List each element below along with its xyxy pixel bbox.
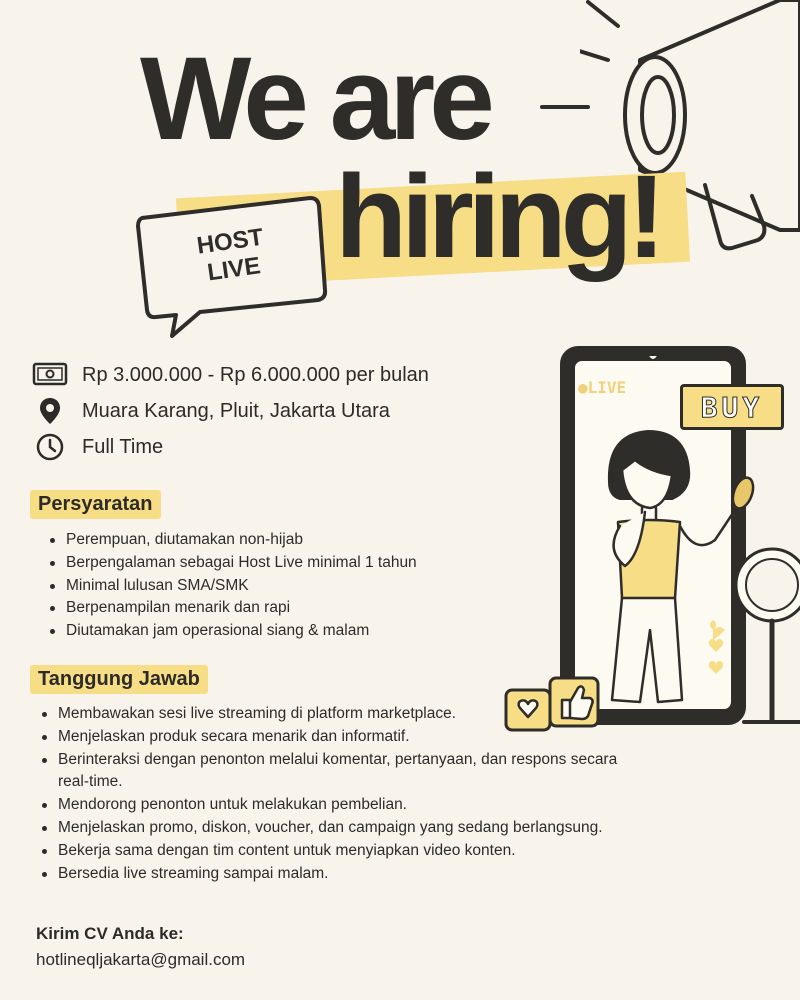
list-item: Mendorong penonton untuk melakukan pembelian.	[36, 794, 626, 817]
list-item: Bekerja sama dengan tim content untuk menyiapkan video konten.	[36, 840, 626, 863]
list-item: Berinteraksi dengan penonton melalui komentar, pertanyaan, dan respons secara real-time.	[36, 749, 626, 795]
headline-hiring: hiring!	[335, 151, 661, 283]
clock-icon	[32, 432, 68, 462]
location-pin-icon	[32, 396, 68, 426]
list-item: Bersedia live streaming sampai malam.	[36, 863, 626, 886]
requirements-list	[44, 529, 484, 643]
bubble-line-2: LIVE	[205, 251, 263, 287]
list-item: Diutamakan jam operasional siang & malam	[44, 620, 484, 643]
list-item: Menjelaskan produk secara menarik dan informatif.	[36, 726, 626, 749]
list-item: Menjelaskan promo, diskon, voucher, dan campaign yang sedang berlangsung.	[36, 817, 626, 840]
location-row	[32, 396, 390, 426]
cv-label: Kirim CV Anda ke:	[36, 924, 184, 943]
headline-dash	[540, 105, 590, 109]
responsibilities-heading: Tanggung Jawab	[30, 665, 208, 694]
buy-button[interactable]: BUY	[680, 384, 784, 430]
list-item: Minimal lulusan SMA/SMK	[44, 575, 484, 598]
list-item: Membawakan sesi live streaming di platform marketplace.	[36, 703, 626, 726]
job-type-text: Full Time	[82, 435, 164, 458]
list-item: Perempuan, diutamakan non-hijab	[44, 529, 484, 552]
list-item: Berpenampilan menarik dan rapi	[44, 597, 484, 620]
list-item: Berpengalaman sebagai Host Live minimal 1 tahun	[44, 552, 484, 575]
bubble-line-1: HOST	[195, 223, 265, 260]
live-tag: ●LIVE	[578, 378, 627, 397]
requirements-heading: Persyaratan	[30, 490, 161, 519]
job-type-row	[32, 432, 163, 462]
salary-row	[32, 360, 429, 390]
money-icon	[32, 360, 68, 390]
location-text: Muara Karang, Pluit, Jakarta Utara	[82, 399, 390, 422]
salary-text: Rp 3.000.000 - Rp 6.000.000 per bulan	[82, 363, 429, 386]
headline-we-are: We are	[140, 33, 489, 165]
contact-email[interactable]: hotlineqljakarta@gmail.com	[36, 950, 246, 969]
